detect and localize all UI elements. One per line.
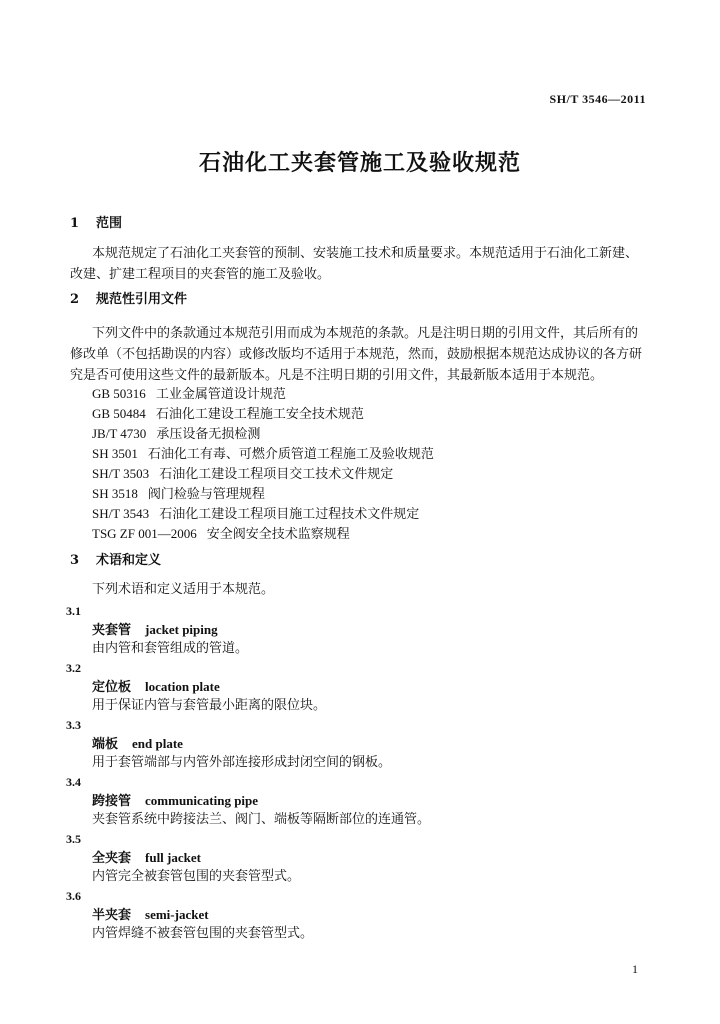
reference-item — [92, 464, 393, 485]
reference-item — [92, 444, 434, 465]
reference-item — [92, 504, 419, 525]
term-en: jacket piping — [145, 622, 218, 637]
reference-item — [92, 424, 260, 445]
term-zh: 跨接管 — [92, 794, 132, 809]
reference-name: 承压设备无损检测 — [156, 427, 261, 442]
term-number: 3.4 — [66, 775, 81, 789]
reference-name: 石油化工建设工程施工安全技术规范 — [155, 407, 364, 422]
section-2-text: 下列文件中的条款通过本规范引用而成为本规范的条款。凡是注明日期的引用文件，其后所有的修改单（不包括勘误的内容）或修改版均不适用于本规范，然而，鼓励根据本规范达成协议的各方研究是否可使用这些文件的最新版本。凡是不注明日期的引用文件，其最新版本适用于本规范。 — [70, 326, 643, 383]
term-heading — [92, 905, 209, 926]
section-3-text: 下列术语和定义适用于本规范。 — [92, 582, 275, 597]
term-en: full jacket — [145, 850, 201, 865]
term-en: semi-jacket — [145, 907, 209, 922]
term-heading — [92, 734, 183, 755]
term-definition: 用于保证内管与套管最小距离的限位块。 — [92, 698, 327, 713]
term-zh: 半夹套 — [92, 908, 132, 923]
section-number: 2 — [70, 292, 80, 307]
reference-code: SH/T 3543 — [92, 506, 150, 521]
term-en: communicating pipe — [145, 793, 259, 808]
term-heading — [92, 677, 220, 698]
reference-item — [92, 384, 286, 405]
term-heading — [92, 620, 218, 641]
term-definition: 用于套管端部与内管外部连接形成封闭空间的钢板。 — [92, 755, 392, 770]
reference-name: 石油化工有毒、可燃介质管道工程施工及验收规范 — [147, 447, 434, 462]
document-title: 石油化工夹套管施工及验收规范 — [198, 150, 521, 176]
reference-item — [92, 524, 350, 545]
term-heading — [92, 791, 258, 812]
term-zh: 夹套管 — [92, 623, 132, 638]
term-number: 3.1 — [66, 604, 81, 618]
reference-name: 安全阀安全技术监察规程 — [206, 527, 350, 542]
page-number: 1 — [632, 962, 638, 976]
standard-code: SH/T 3546—2011 — [549, 92, 646, 106]
term-number: 3.2 — [66, 661, 81, 675]
term-definition: 由内管和套管组成的管道。 — [92, 641, 249, 656]
term-en: end plate — [132, 736, 183, 751]
term-en: location plate — [145, 679, 220, 694]
term-number: 3.5 — [66, 832, 81, 846]
reference-name: 阀门检验与管理规程 — [147, 487, 265, 502]
reference-name: 石油化工建设工程项目交工技术文件规定 — [159, 467, 394, 482]
reference-code: JB/T 4730 — [92, 426, 147, 441]
section-number: 1 — [70, 216, 80, 231]
reference-code: TSG ZF 001—2006 — [92, 526, 197, 541]
reference-name: 工业金属管道设计规范 — [155, 387, 286, 402]
reference-code: SH 3518 — [92, 486, 138, 501]
term-definition: 内管完全被套管包围的夹套管型式。 — [92, 869, 301, 884]
section-title: 规范性引用文件 — [96, 292, 188, 307]
section-title: 术语和定义 — [96, 553, 162, 568]
term-zh: 定位板 — [92, 680, 132, 695]
section-3-heading — [70, 551, 161, 571]
term-heading — [92, 848, 201, 869]
reference-code: GB 50484 — [92, 406, 146, 421]
section-1-heading — [70, 214, 122, 234]
term-zh: 端板 — [92, 737, 119, 752]
reference-name: 石油化工建设工程项目施工过程技术文件规定 — [159, 507, 420, 522]
term-zh: 全夹套 — [92, 851, 132, 866]
term-definition: 夹套管系统中跨接法兰、阀门、端板等隔断部位的连通管。 — [92, 812, 431, 827]
reference-code: SH 3501 — [92, 446, 138, 461]
reference-item — [92, 484, 265, 505]
section-2-heading — [70, 290, 187, 310]
reference-code: GB 50316 — [92, 386, 146, 401]
term-number: 3.3 — [66, 718, 81, 732]
reference-code: SH/T 3503 — [92, 466, 150, 481]
reference-item — [92, 404, 364, 425]
term-number: 3.6 — [66, 889, 81, 903]
section-title: 范围 — [96, 216, 123, 231]
term-definition: 内管焊缝不被套管包围的夹套管型式。 — [92, 926, 314, 941]
section-number: 3 — [70, 553, 80, 568]
section-1-text: 本规范规定了石油化工夹套管的预制、安装施工技术和质量要求。本规范适用于石油化工新建、改建、扩建工程项目的夹套管的施工及验收。 — [70, 246, 639, 282]
